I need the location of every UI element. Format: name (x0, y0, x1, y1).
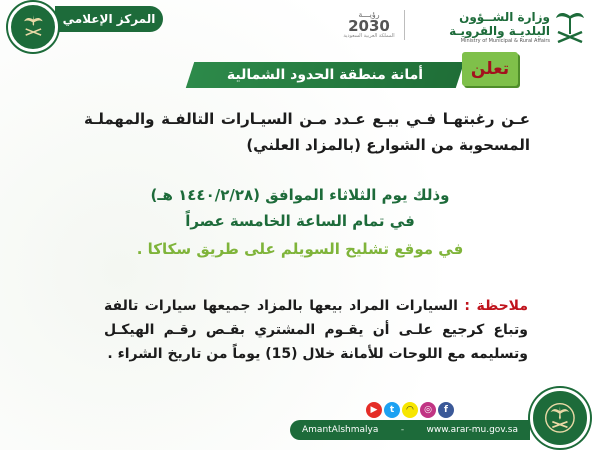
vision-subtitle: المملكة العربية السعودية (343, 33, 395, 39)
vision-2030-logo (338, 10, 400, 42)
ministry-logo (408, 10, 550, 44)
municipality-seal-icon (530, 388, 590, 448)
saudi-emblem-icon (8, 2, 58, 52)
social-handle[interactable]: AmantAlshmalya (302, 425, 379, 435)
note-text: السيارات المراد بيعها بالمزاد جميعها سيارات تالفة وتباع كرجيع علـى أن يقـوم المشتري بقـص رقـم الهيكـل وتسليمه مع اللوحات للأمانة خلال (15) يوماً من تاريخ الشراء . (104, 298, 528, 362)
intro-paragraph: عـن رغبتهـا فـي بيـع عـدد مـن السيـارات التالفـة والمهملـة المسحوبة من الشوارع (بالمزاد العلني) (84, 110, 530, 154)
twitter-icon[interactable]: t (384, 402, 400, 418)
snapchat-icon[interactable]: ◠ (402, 402, 418, 418)
ministry-name-line2: البلديـة والقرويـة (449, 24, 550, 38)
media-center-label: المركز الإعلامي (62, 12, 156, 26)
auction-time: في تمام الساعة الخامسة عصراً (185, 212, 415, 230)
palm-swords-icon (552, 6, 588, 46)
auction-date: وذلك يوم الثلاثاء الموافق (١٤٤٠/٢/٢٨ هـ) (150, 186, 450, 204)
ministry-name-english: Ministry of Municipal & Rural Affairs (460, 38, 550, 44)
note-paragraph (104, 294, 528, 366)
note-label: ملاحظة : (464, 298, 528, 314)
vision-label: رؤيـــة (358, 10, 380, 19)
youtube-icon[interactable]: ▶ (366, 402, 382, 418)
announcer-title: أمانة منطقة الحدود الشمالية (226, 67, 424, 83)
facebook-icon[interactable]: f (438, 402, 454, 418)
instagram-icon[interactable]: ◎ (420, 402, 436, 418)
announces-label: تعلن (470, 59, 510, 79)
logo-divider (404, 10, 405, 40)
announces-tag (462, 52, 518, 86)
auction-location: في موقع تشليح السويلم على طريق سكاكا . (136, 240, 464, 258)
footer-bar (290, 420, 530, 440)
vision-year: 2030 (348, 17, 390, 35)
ministry-name-line1: وزارة الشــؤون (459, 10, 550, 24)
media-center-banner (55, 6, 163, 32)
website-link[interactable]: www.arar-mu.gov.sa (426, 425, 518, 435)
footer-separator: - (400, 425, 405, 435)
